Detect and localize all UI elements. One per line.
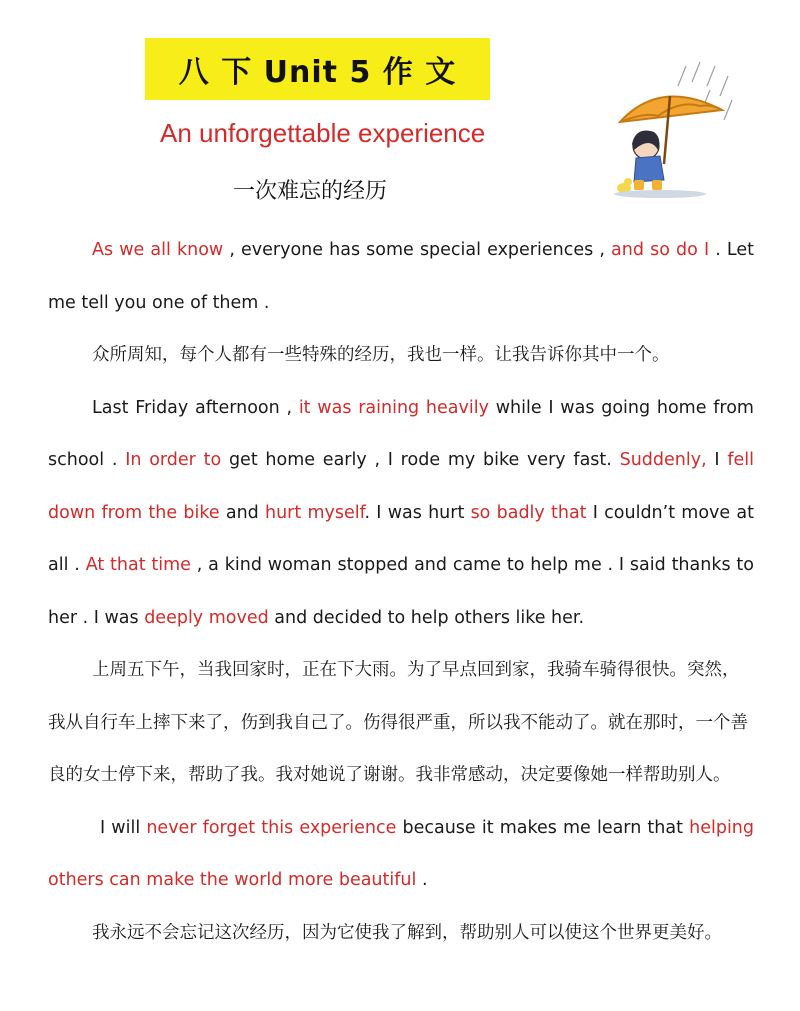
phrase-helping-others: helping others can make the world more beautiful bbox=[48, 817, 754, 890]
phrase-never-forget: never forget this experience bbox=[146, 817, 397, 838]
girl-with-umbrella-in-rain-icon bbox=[600, 60, 740, 200]
text-span: get home early , I rode my bike very fast. bbox=[221, 450, 620, 470]
paragraph-1-translation: 众所周知，每个人都有一些特殊的经历，我也一样。让我告诉你其中一个。 bbox=[92, 345, 670, 365]
text-span: and decided to help others like her. bbox=[268, 607, 585, 628]
phrase-raining-heavily: it was raining heavily bbox=[298, 397, 489, 418]
phrase-deeply-moved: deeply moved bbox=[144, 607, 269, 628]
english-subtitle: An unforgettable experience bbox=[160, 118, 486, 148]
chinese-subtitle: 一次难忘的经历 bbox=[233, 179, 388, 204]
page-title: 八 下 Unit 5 作 文 bbox=[145, 38, 490, 100]
text-span: , a kind woman stopped and came to help me . I said thanks to her . I was bbox=[48, 555, 754, 628]
phrase-so-badly-that: so badly that bbox=[470, 502, 587, 523]
paragraph-3-translation: 我永远不会忘记这次经历，因为它使我了解到，帮助别人可以使这个世界更美好。 bbox=[92, 922, 722, 943]
text-span: . Let me tell you one of them . bbox=[48, 240, 754, 313]
phrase-and-so-do-i: and so do I bbox=[611, 240, 710, 260]
text-span: I couldn’t move at all . bbox=[48, 502, 754, 575]
phrase-fell-down: fell down from the bike bbox=[48, 450, 754, 523]
text-span: . I was hurt bbox=[364, 502, 471, 523]
paragraph-2-translation: 上周五下午，当我回家时，正在下大雨。为了早点回到家，我骑车骑得很快。突然，我从自行车上摔下来了，伤到我自己了。伤得很严重，所以我不能动了。就在那时，一个善良的女士停下来，帮助了我。我对她说了谢谢。我非常感动，决定要像她一样帮助别人。 bbox=[48, 660, 748, 785]
text-span: I will bbox=[100, 817, 147, 838]
text-span: . bbox=[416, 870, 428, 890]
phrase-suddenly: Suddenly, bbox=[619, 450, 707, 470]
phrase-in-order-to: In order to bbox=[125, 450, 222, 470]
phrase-at-that-time: At that time bbox=[85, 555, 191, 575]
text-span: because it makes me learn that bbox=[396, 817, 690, 838]
text-span: I bbox=[706, 450, 728, 470]
text-span: and bbox=[219, 502, 265, 523]
phrase-hurt-myself: hurt myself bbox=[265, 502, 365, 523]
text-span: , everyone has some special experiences , bbox=[223, 240, 612, 260]
text-span: Last Friday afternoon , bbox=[92, 397, 299, 418]
text-span: while I was going home from school . bbox=[48, 397, 754, 470]
phrase-as-we-all-know: As we all know bbox=[92, 240, 224, 260]
